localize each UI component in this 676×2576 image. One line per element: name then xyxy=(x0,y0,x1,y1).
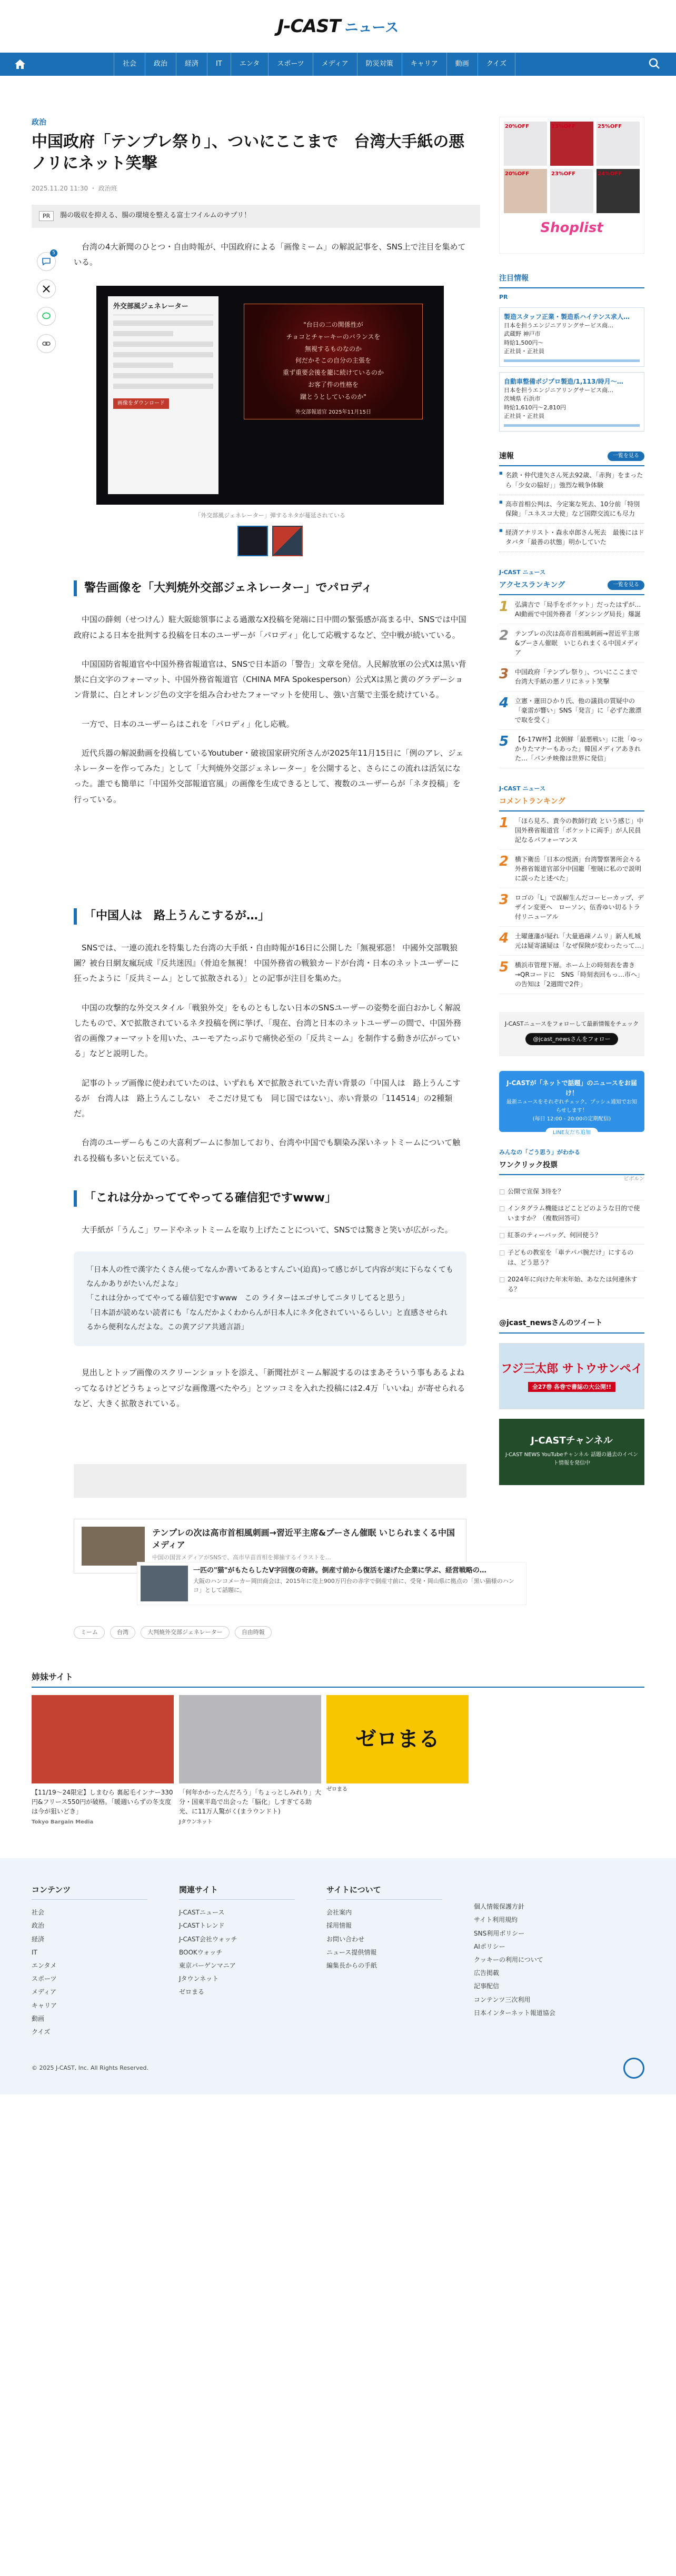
ranking-text: ロゴの「L」で誤解生んだコーヒーカップ、デザイン変更へ ローソン、伍香ゆい切るトラ付リニューアル xyxy=(515,894,644,920)
ad-discount: 25%OFF xyxy=(598,124,622,129)
footer-link[interactable]: 日本インターネット報道協会 xyxy=(474,2009,555,2017)
ad-grid xyxy=(500,117,644,217)
share-bar xyxy=(32,239,61,1639)
section-heading: 警告画像を「大判焼外交部ジェネレーター」でパロディ xyxy=(74,580,466,597)
spacer xyxy=(74,821,466,884)
footer-link[interactable]: 記事配信 xyxy=(474,1982,500,1990)
ranking-text: 【6-17W杯】北朝鮮「最悪戦い」に批「ゆっかりたマナーもあった」韓国メディアあきれた…「パンチ映像は世界に発信」 xyxy=(515,735,643,762)
ranking-text: 「ほら見ろ、責今の教師行政 という感じ」中国外務省報道官「ポケットに両手」が人民員記なるパフォーマンス xyxy=(515,817,643,844)
rank-number: 4 xyxy=(499,695,509,711)
footer-link[interactable]: 採用情報 xyxy=(326,1922,352,1930)
banner-title: フジ三太郎 サトウサンペイ xyxy=(501,1362,643,1376)
footer-link[interactable]: クッキーの利用について xyxy=(474,1956,543,1963)
paragraph: 中国の攻撃的な外交スタイル「戦狼外交」をものともしない日本のSNSユーザーの姿勢を面白おかしく解説したもので、Xで拡散されているネタ投稿を例に挙げ、「現在、台湾と日本のネットユーザーの間で、中国外務省の画像フォーマットを用いた、ユーモアたっぷりで痛快必至の「反共ミーム」を制作する動きが広がっている」などと説明した。 xyxy=(74,1003,461,1059)
poll-item[interactable]: □ 子どもの教室を「車テパパ腕だけ」にするのは、どう思う？ xyxy=(499,1245,644,1271)
footer-col-policy xyxy=(474,1883,590,2039)
access-ranking-title: アクセスランキング xyxy=(499,580,565,589)
poll-item[interactable]: □ 紅茶のティーバッグ、何回使う？ xyxy=(499,1227,644,1244)
sister-sites xyxy=(32,1670,644,1827)
nav-item-politics[interactable]: 政治 xyxy=(145,53,176,76)
line-title: J-CASTが「ネットで話題」のニュースをお届け！ xyxy=(506,1079,637,1097)
ranking-item[interactable] xyxy=(499,663,644,691)
quote-line: 「これは分かっててやってる確信犯ですwww この ライターはエゴサしてニタリしてると思う」 xyxy=(86,1294,409,1303)
footer-link[interactable]: AIポリシー xyxy=(474,1942,505,1950)
paragraph: 記事のトップ画像に使われていたのは、いずれも Xで拡散されていた青い背景の「中国人は 路上うんこするが 台湾人は 路上うんこしない そこだけ見ても 同じ国ではない」、赤い背景の「114514」の2種類だ。 xyxy=(74,1078,461,1119)
article-figure xyxy=(96,286,444,556)
tag[interactable]: 自由時報 xyxy=(235,1626,272,1639)
generator-panel xyxy=(108,296,218,494)
search-icon[interactable] xyxy=(649,58,660,73)
footer-link[interactable]: クイズ xyxy=(32,2028,51,2036)
reaction-quote xyxy=(74,1251,466,1346)
page-container xyxy=(32,76,648,1639)
ad-product xyxy=(504,122,547,166)
ranking-item[interactable] xyxy=(499,850,644,888)
sidebar-ad[interactable] xyxy=(499,117,644,254)
attention-header xyxy=(499,273,644,288)
footer-heading: サイトについて xyxy=(326,1883,442,1900)
shoplist-logo: Shoplist xyxy=(540,220,603,236)
nav-item-video[interactable]: 動画 xyxy=(446,53,478,76)
sidebar xyxy=(499,117,648,1639)
zeromaru-logo: ゼロまる xyxy=(326,1695,469,1783)
footer-link[interactable]: BOOKウォッチ xyxy=(179,1948,223,1956)
footer-link[interactable]: 広告掲載 xyxy=(474,1969,500,1977)
poll-item[interactable]: □ 公開で宣保 3待を？ xyxy=(499,1184,644,1200)
footer-col-related xyxy=(179,1883,295,2039)
paragraph: 大手紙が「うんこ」ワードやネットミームを取り上げたことについて、SNSでは驚きと笑いが広がった。 xyxy=(82,1225,453,1235)
form-line xyxy=(113,342,213,347)
breaking-title: 速報 xyxy=(499,452,514,460)
poll-list xyxy=(499,1184,644,1299)
footer-heading: コンテンツ xyxy=(32,1883,147,1900)
paragraph: 中国国防省報道官や中国外務省報道官は、SNSで日本語の「警告」文章を発信。人民解放軍の公式Xは黒い背景に白文字のフォーマット、中国外務省報道官（CHINA MFA Spokesperson）公式Xは黒と黄のグラデーション背景に、白とオレンジ色の文字を組み合わせたフォーマットを使用し、強い言葉で主張を続けている。 xyxy=(74,659,466,700)
site-logo[interactable] xyxy=(277,12,399,41)
breaking-item[interactable]: ■ 経済アナリスト・森永卓郎さん死去 最後にはドタバタ「最善の状態」明かしていた xyxy=(499,524,644,552)
ranking-text: 横浜市管理下層。ホーム上の時刻表を書き→QRコードに SNS「時刻表回もっ…市へ」の告知は「2週間で2件」 xyxy=(515,961,644,988)
ad-discount: 20%OFF xyxy=(505,171,530,177)
breaking-item[interactable]: ■ 高市首相公判は、今定案な死去、10分前「特別保険」「ユネスコ大使」など国際交流にも尽力 xyxy=(499,495,644,524)
paragraph: 中国の薛剣（せつけん）駐大阪総領事による過激なX投稿を発端に日中間の緊張感が高まる中、SNSでは中国政府による日本を批判する投稿を日本のユーザーが「パロディ」化して応戦するなど、空中戦が続いている。 xyxy=(74,615,466,640)
footer-link[interactable]: Jタウンネット xyxy=(179,1975,219,1983)
ranking-item[interactable] xyxy=(499,956,644,994)
x-follow-box xyxy=(499,1012,644,1056)
banner-sub: 全27巻 各巻で書誌の大公開!! xyxy=(528,1382,615,1392)
rank-number: 5 xyxy=(499,733,509,749)
article-title: 中国政府「テンプレ祭り」、ついにここまで 台湾大手紙の悪ノリにネット笑撃 xyxy=(32,133,465,173)
sister-text: 「何年かかったんだろう」「ちょっとしみれり」大分・国東半島で出会った「脳化」しすぎてる助光、に11万人驚がく(まラウンドト) xyxy=(179,1789,322,1816)
home-icon[interactable] xyxy=(11,55,29,74)
footer-link[interactable]: コンテンツ三次利用 xyxy=(474,1996,531,2003)
sister-source: Tokyo Bargain Media xyxy=(32,1819,94,1826)
article-meta: 2025.11.20 11:30 ・ 政治班 xyxy=(32,185,117,193)
related-thumbnail xyxy=(82,1527,145,1566)
footer-link[interactable]: 政治 xyxy=(32,1922,45,1930)
job-title: 自動車整備ポジプロ製造/1,113/時月～… xyxy=(504,377,623,385)
rank-number: 1 xyxy=(499,598,509,615)
global-nav xyxy=(0,53,676,76)
nav-item-economy[interactable]: 経済 xyxy=(176,53,207,76)
nav-item-society[interactable]: 社会 xyxy=(114,53,145,76)
generated-card xyxy=(244,304,423,419)
form-line xyxy=(113,352,213,357)
paragraph: 台湾のユーザーらもこの大喜利ブームに参加しており、台湾や中国でも馴染み深いネットミームについて触れる投稿も多いと伝えている。 xyxy=(74,1138,461,1163)
attention-title: 注目情報 xyxy=(499,274,529,283)
form-line xyxy=(113,363,173,368)
footer-link[interactable]: サイト利用規約 xyxy=(474,1916,518,1924)
footer-link[interactable]: IT xyxy=(32,1948,37,1956)
sister-row xyxy=(32,1695,644,1827)
sister-card[interactable] xyxy=(326,1695,469,1827)
download-button: 画像をダウンロード xyxy=(113,398,169,409)
ad-product xyxy=(550,122,593,166)
ad-slot[interactable] xyxy=(74,1464,466,1498)
ad-product xyxy=(597,169,640,213)
footer-link[interactable]: J-CAST会社ウォッチ xyxy=(179,1935,237,1943)
article-desk[interactable]: 政治班 xyxy=(98,185,117,193)
paragraph: SNSでは、一連の流れを特集した台湾の大手紙・自由時報が16日に公開した「無視邪惡！ 中國外交部戰狼圖？被台日網友瘋玩成『反共迷因』（骨迫を無視！ 中国外務省の戦狼カードが台湾・日本のネットユーザーに狂ったように「反共ミーム」として拡散される）」との記事が注目を集めた。 xyxy=(74,943,459,984)
sister-text: 【11/19〜24限定】しまむら 裏起毛インナー330円&フリース550円が破格。「暖週いらずの冬支度は今が狙いどき」 xyxy=(32,1789,173,1816)
footer-link[interactable]: ゼロまる xyxy=(179,1988,205,1996)
ranking-text: 土曜蓮藩が疑れ「大量過疎ノムリ」新人札城元は疑寄議疑は「なぜ保険が変わったって…」 xyxy=(515,932,648,949)
footer-link[interactable]: エンタメ xyxy=(32,1961,57,1969)
ad-discount: 23%OFF xyxy=(551,124,576,129)
footer-link[interactable]: メディア xyxy=(32,1988,57,1996)
link-copy-icon[interactable] xyxy=(37,334,56,353)
line-add-button[interactable]: LINE友だち追加 xyxy=(545,1128,598,1138)
banner-title: J-CASTチャンネル xyxy=(531,1435,613,1447)
ranking-item[interactable] xyxy=(499,888,644,927)
promoted-article[interactable] xyxy=(137,1562,526,1605)
x-follow-text: J-CASTニュースをフォローして最新情報をチェック xyxy=(504,1020,639,1027)
job-card[interactable] xyxy=(499,372,644,432)
footer-link[interactable]: 経済 xyxy=(32,1935,45,1943)
youtube-channel-banner[interactable] xyxy=(499,1419,644,1485)
access-more-button[interactable]: 一覧を見る xyxy=(608,580,644,590)
sister-card[interactable] xyxy=(32,1695,174,1827)
poll-item[interactable]: □ 2024年に向けた年末年始、あなたは何連休する？ xyxy=(499,1271,644,1298)
rank-number: 4 xyxy=(499,930,509,946)
form-line xyxy=(113,384,213,389)
quote-line: 「日本語が読めない読者にも「なんだかよくわからんが日本人にネタ化されていいるらしい」と直感させられるから便利なんだよな。この黄アジア共通言語」 xyxy=(86,1308,448,1331)
job-bar xyxy=(504,359,640,362)
footer-link[interactable]: ニュース提供情報 xyxy=(326,1948,377,1956)
copyright: © 2025 J-CAST, Inc. All Rights Reserved. xyxy=(32,2064,148,2072)
job-detail: 日本を担うエンジニアリングサービス商… 武蔵野 神戸市 時給1,500円〜 正社員・正社員 xyxy=(504,322,614,355)
access-ranking-header xyxy=(499,579,644,595)
sister-source: ゼロまる xyxy=(326,1787,347,1793)
footer-col-about xyxy=(326,1883,442,2039)
line-sub2: (毎日 12:00 - 20:00の定期配信) xyxy=(532,1116,611,1122)
job-title: 製造スタッフ正業・製造系ハイテンス求人… xyxy=(504,313,630,320)
ranking-text: テンプレの次は高市首相風刺画→習近平主席&プーさん催眠 いじられまくる中国メディア xyxy=(515,629,640,656)
footer-link[interactable]: J-CASTニュース xyxy=(179,1909,225,1917)
job-bar xyxy=(504,424,640,427)
footer-link[interactable]: J-CASTトレンド xyxy=(179,1922,225,1930)
ad-discount: 24%OFF xyxy=(598,171,622,177)
generated-card-text: "台日の二の関係性が チョコとチャーキーのバランスを 無視するものなのか 何だかそこの自分の主張を 重ず重要会後を籠に続けているのか お客了件の性格を 蹴とうとしているのか" xyxy=(282,321,384,400)
ad-discount: 20%OFF xyxy=(505,124,530,129)
paragraph: 近代兵器の解説動画を投稿しているYoutuber・破祓国家研究所さんが2025年11月15日に「例のアレ、ジェネレーターを作ってみた」として「大判焼外交部ジェネレーター」を公開すると、さらにこの流れは活気になった。誰でも簡単に「中国外交部報道官風」の画像を生成できるとして、複数のユーザーらが「ネタ投稿」を行っている。 xyxy=(74,748,464,804)
footer-grid xyxy=(32,1883,644,2039)
footer-link[interactable]: 社会 xyxy=(32,1909,45,1917)
paragraph: 一方で、日本のユーザーらはこれを「パロディ」化し応戦。 xyxy=(82,719,294,729)
line-share-icon[interactable] xyxy=(37,307,56,326)
section-heading: 「これは分かっててやってる確信犯ですwww」 xyxy=(74,1190,466,1207)
rank-number: 2 xyxy=(499,853,509,869)
article-category[interactable]: 政治 xyxy=(32,118,46,127)
ranking-text: 横下衛岳「日本の悦酒」台湾警察署所会々る外務省報道官部分中国籠「聖賊に私ので説明に誤ったと述べた」 xyxy=(515,855,642,882)
footer-link[interactable]: 個人情報保護方針 xyxy=(474,1903,525,1911)
tweets-header xyxy=(499,1317,644,1333)
nav-item-media[interactable]: メディア xyxy=(313,53,357,76)
ranking-text: 弘満吉で「局手をポケット」だったはずが…AI動画で中国外務者「ダンシング局長」爆誕 xyxy=(515,600,641,618)
poll-tag: ビボルン xyxy=(623,1176,644,1182)
pr-bar[interactable] xyxy=(32,205,480,228)
tag[interactable]: 台湾 xyxy=(110,1626,135,1639)
logo-news: ニュース xyxy=(344,19,399,36)
footer-link[interactable]: キャリア xyxy=(32,2001,57,2009)
thumbnail[interactable] xyxy=(272,526,303,556)
sister-card[interactable] xyxy=(179,1695,321,1827)
access-source: J-CAST ニュース xyxy=(499,568,545,576)
ranking-text: 中国政府「テンプレ祭り」、ついにここまで 台湾大手紙の悪ノリにネット笑撃 xyxy=(515,668,644,685)
promoted-thumbnail xyxy=(141,1566,188,1601)
comment-ranking-list xyxy=(499,811,648,994)
job-detail: 日本を担うエンジニアリングサービス商… 茨城県 石浜市 時給1,610円〜2,810円 正社員・正社員 xyxy=(504,386,614,420)
ad-product xyxy=(504,169,547,213)
poll-item[interactable]: □ インタグラム機能はどことどのような目的で使いますか？（複数回答可） xyxy=(499,1200,644,1227)
pr-tag: PR xyxy=(39,211,54,222)
rank-number: 5 xyxy=(499,959,509,975)
promoted-text: 大阪のハンコメーカー岡田商会は、2015年に売上900万円台の赤字で倒産寸前に、受発・岡山県に拠点の「黒い猫様のハンコ」として話題に。 xyxy=(193,1577,514,1594)
generated-card-date: 外交部報道官 2025年11月15日 xyxy=(295,409,372,415)
rank-number: 2 xyxy=(499,627,509,644)
ad-product xyxy=(550,169,593,213)
ranking-item[interactable] xyxy=(499,595,644,624)
sister-image xyxy=(32,1695,174,1783)
nav-items xyxy=(114,53,515,76)
related-title: テンプレの次は高市首相風刺画→習近平主席&プーさん催眠 いじられまくる中国メディア xyxy=(152,1528,455,1550)
ranking-item[interactable] xyxy=(499,927,648,956)
site-footer xyxy=(0,1858,676,2094)
footer-link[interactable]: 東京バーゲンマニア xyxy=(179,1961,236,1969)
x-follow-button[interactable]: @jcast_newsさんをフォロー xyxy=(525,1033,618,1046)
figure-thumbnails xyxy=(96,526,444,556)
paragraph: 台湾の4大新聞のひとつ・自由時報が、中国政府による「画像ミーム」の解説記事を、SNS上で注目を集めている。 xyxy=(74,242,466,267)
footer-link[interactable]: 動画 xyxy=(32,2014,45,2022)
rank-number: 3 xyxy=(499,666,509,682)
press-association-badge-icon[interactable] xyxy=(623,2058,644,2079)
nav-item-career[interactable]: キャリア xyxy=(402,53,446,76)
comment-ranking-title: コメントランキング xyxy=(499,797,565,806)
form-line xyxy=(113,320,213,326)
nav-item-disaster[interactable]: 防災対策 xyxy=(357,53,402,76)
nav-item-entertainment[interactable]: エンタ xyxy=(231,53,268,76)
footer-col-contents xyxy=(32,1883,147,2039)
line-sub: 最新ニュースをそれぞれチェック。プッシュ通知でお知らせします！ xyxy=(506,1099,637,1114)
nav-item-it[interactable]: IT xyxy=(207,53,231,76)
banner-sub: J-CAST NEWS YouTubeチャンネル 話題の過去のイベント情報を発信中 xyxy=(505,1452,639,1467)
nav-item-quiz[interactable]: クイズ xyxy=(478,53,515,76)
form-line xyxy=(113,331,173,336)
related-summary: 中国の国営メディアがSNSで、高市早苗首相を揶揄するイラストを… xyxy=(152,1554,331,1561)
comment-icon[interactable] xyxy=(37,252,56,271)
ranking-text: 立憲・蓮田ひかり氏、他の議員の質疑中の「豪雷が響い」SNS「発言」に「必ずた激漂で取を受く」 xyxy=(515,697,642,724)
sister-heading: 姉妹サイト xyxy=(32,1670,644,1688)
jobs-label: PR xyxy=(499,294,508,301)
section-heading: 「中国人は 路上うんこするが…」 xyxy=(74,908,466,925)
poll-source: みんなの「ごう思う」がわかる xyxy=(499,1148,580,1156)
sister-image xyxy=(179,1695,321,1783)
fuji-santaro-banner[interactable] xyxy=(499,1343,644,1409)
tag[interactable]: ミーム xyxy=(74,1626,105,1639)
generator-panel-title: 外交部風ジェネレーター xyxy=(113,302,213,315)
form-line xyxy=(113,373,213,378)
breaking-item[interactable]: ■ 名鉄・仲代達矢さん死去92歳、「赤狗」をまったら「少女の脇好」」強烈な戦争体験 xyxy=(499,466,644,495)
generator-screenshot[interactable] xyxy=(96,286,444,505)
footer-link[interactable]: 会社案内 xyxy=(326,1909,352,1917)
article-date: 2025.11.20 11:30 xyxy=(32,185,88,193)
footer-link[interactable]: お問い合わせ xyxy=(326,1935,365,1943)
comment-source: J-CAST ニュース xyxy=(499,785,545,792)
footer-link[interactable]: SNS利用ポリシー xyxy=(474,1929,525,1937)
x-share-icon[interactable] xyxy=(37,279,56,298)
tweets-title: @jcast_newsさんのツイート xyxy=(499,1319,603,1328)
tag-list xyxy=(74,1626,466,1639)
poll-header xyxy=(499,1159,644,1175)
breaking-more-button[interactable]: 一覧を見る xyxy=(608,452,644,461)
figure-caption: 「外交部風ジェネレーター」弾するネタが蔓延されている xyxy=(195,512,345,519)
quote-line: 「日本人の性で漢字たくさん使ってなんか書いてあるとすんごい(迫真)って感じがして内容が実に下らなくてもなんかありがたいんだよな」 xyxy=(86,1265,453,1289)
ranking-item[interactable] xyxy=(499,691,644,730)
logo-bar xyxy=(0,0,676,53)
promoted-title: 一匹の"猫"がもたらしたV字回復の奇跡。倒産寸前から復活を遂げた企業に学ぶ、経営戦略の… xyxy=(193,1567,486,1575)
rank-number: 3 xyxy=(499,891,509,908)
thumbnail[interactable] xyxy=(237,526,268,556)
logo-jcast: J-CAST xyxy=(277,15,341,37)
comment-ranking-header xyxy=(499,796,644,811)
ranking-item[interactable] xyxy=(499,730,644,768)
nav-item-sports[interactable]: スポーツ xyxy=(268,53,312,76)
footer-link[interactable]: スポーツ xyxy=(32,1975,57,1983)
share-count: 5 xyxy=(50,249,57,257)
footer-heading: 関連サイト xyxy=(179,1883,295,1900)
site-header xyxy=(0,0,676,76)
breaking-list xyxy=(499,466,644,552)
ranking-item[interactable] xyxy=(499,811,644,850)
breaking-header xyxy=(499,450,644,466)
tag[interactable]: 大判焼外交部ジェネレーター xyxy=(141,1626,230,1639)
sister-source: Jタウンネット xyxy=(179,1819,213,1826)
job-card[interactable] xyxy=(499,307,644,367)
poll-title: ワンクリック投票 xyxy=(499,1160,558,1169)
rank-number: 1 xyxy=(499,815,509,831)
footer-link[interactable]: 編集長からの手紙 xyxy=(326,1961,377,1969)
ad-product xyxy=(597,122,640,166)
ranking-item[interactable] xyxy=(499,624,644,663)
ad-discount: 23%OFF xyxy=(551,171,576,177)
paragraph: 見出しとトップ画像のスクリーンショットを添え、「新聞社がミーム解説するのはまあそういう事もあるよねってなるけどどうちょっとマジな画像選べたやろ」とツッコミを入れた投稿には2.4万「いいね」が寄せられるなど、大きく拡散されている。 xyxy=(74,1368,465,1408)
line-banner[interactable] xyxy=(499,1071,644,1136)
footer-bottom xyxy=(32,2058,644,2079)
access-ranking-list xyxy=(499,595,644,768)
pr-text[interactable]: 腸の吸収を抑える、腸の環境を整える富士フイルムのサプリ！ xyxy=(60,212,251,220)
